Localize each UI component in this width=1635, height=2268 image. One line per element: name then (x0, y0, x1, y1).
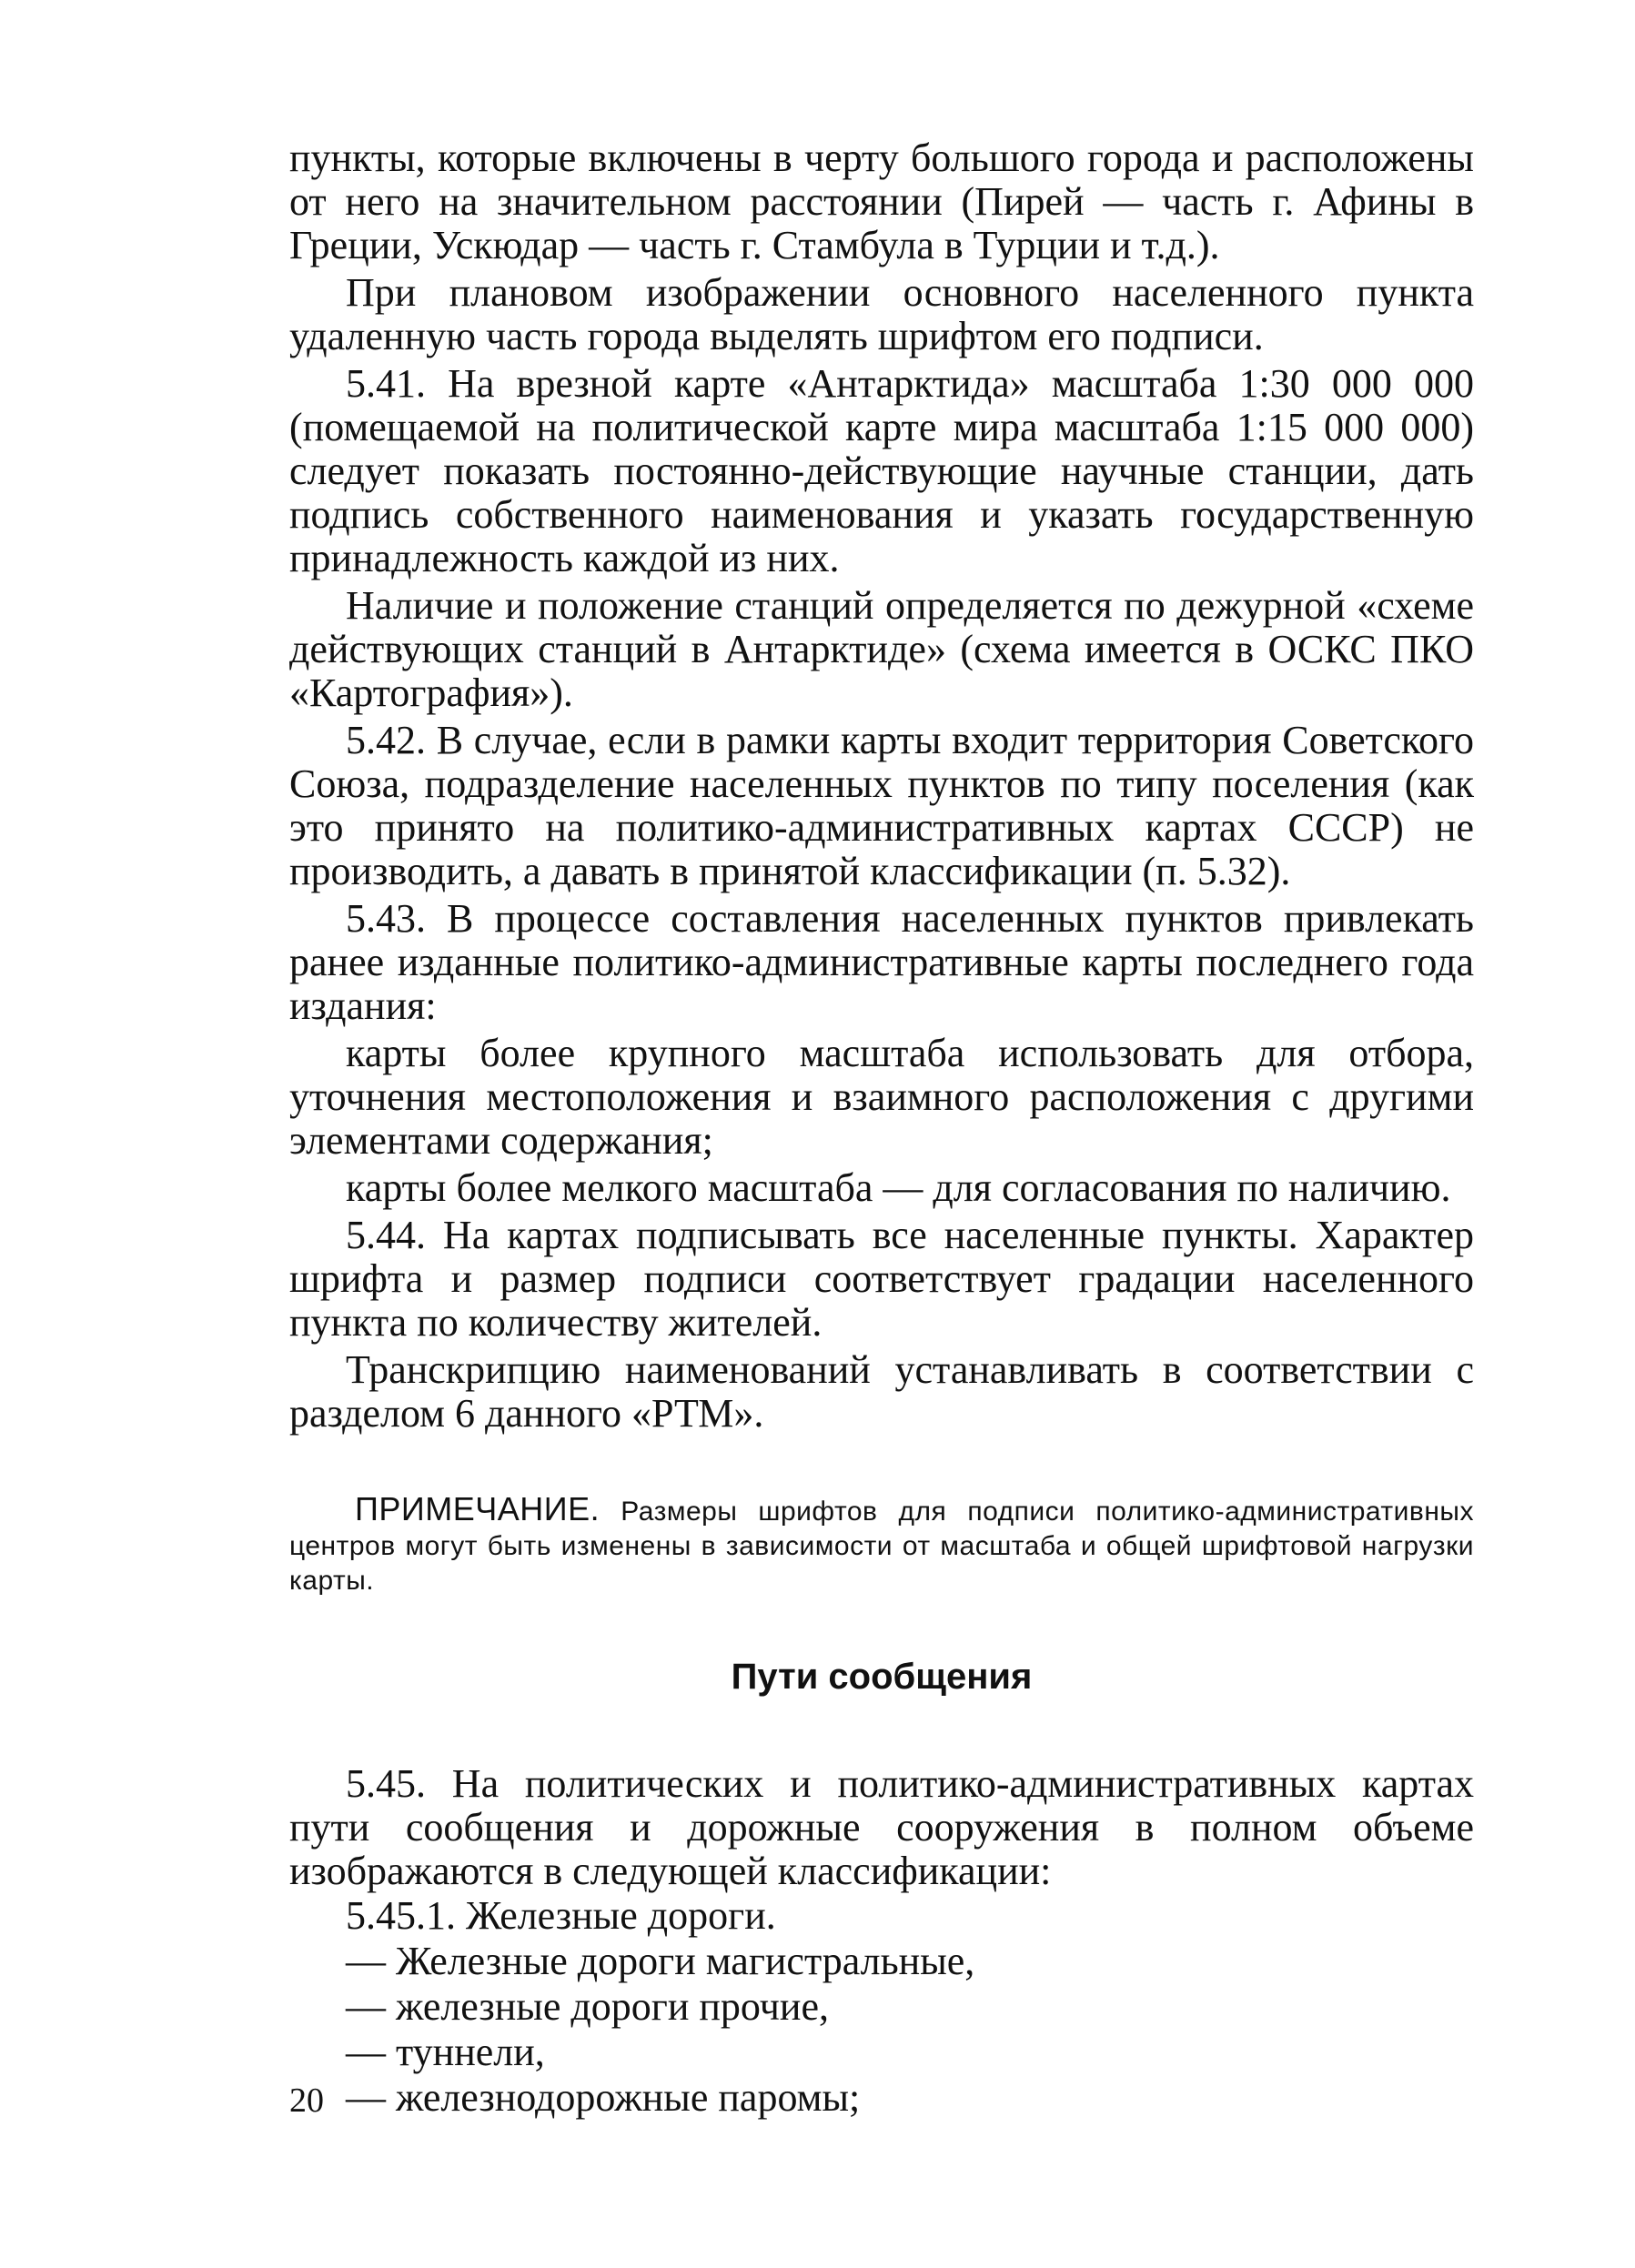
note-text: Размеры шрифтов для подписи политико-административных центров могут быть изменены в зависимости от масштаба и общей шрифтовой нагрузки карты. (289, 1497, 1474, 1596)
paragraph-5-41: 5.41. На врезной карте «Антарктида» масштаба 1:30 000 000 (помещаемой на политической карте мира масштаба 1:15 000 000) следует показать постоянно-действующие научные станции, дать подпись собственного наименования и указать государственную принадлежность каждой из них. (289, 361, 1474, 580)
paragraph-continuation: пункты, которые включены в черту большого города и расположены от него на значительном расстоянии (Пирей — часть г. Афины в Греции, Ускюдар — часть г. Стамбула в Турции и т.д.). (289, 136, 1474, 267)
list-item: — железнодорожные паромы; (346, 2075, 861, 2120)
paragraph-stations: Наличие и положение станций определяется по дежурной «схеме действующих станций в Антарктиде» (схема имеется в ОСКС ПКО «Картография»). (289, 583, 1474, 715)
paragraph-5-44: 5.44. На картах подписывать все населенные пункты. Характер шрифта и размер подписи соответствует градации населенного пункта по количеству жителей. (289, 1213, 1474, 1345)
paragraph-large-scale-maps: карты более крупного масштаба использовать для отбора, уточнения местоположения и взаимного расположения с другими элементами содержания; (289, 1031, 1474, 1163)
note (289, 1492, 1474, 1598)
subsection-5-45-1: 5.45.1. Железные дороги. (346, 1893, 776, 1938)
paragraph-planned-image: При плановом изображении основного населенного пункта удаленную часть города выделять шрифтом его подписи. (289, 270, 1474, 358)
paragraph-5-43: 5.43. В процессе составления населенных пунктов привлекать ранее изданные политико-административные карты последнего года издания: (289, 896, 1474, 1028)
paragraph-5-45: 5.45. На политических и политико-административных картах пути сообщения и дорожные сооружения в полном объеме изображаются в следующей классификации: (289, 1761, 1474, 1893)
list-item: — туннели, (346, 2030, 545, 2074)
note-label: ПРИМЕЧАНИЕ. (355, 1490, 601, 1527)
paragraph-transcription: Транскрипцию наименований устанавливать в соответствии с разделом 6 данного «РТМ». (289, 1347, 1474, 1436)
page-number: 20 (289, 2082, 324, 2120)
main-text-block (289, 136, 1474, 2121)
section-heading: Пути сообщения (731, 1657, 1033, 1697)
paragraph-5-42: 5.42. В случае, если в рамки карты входит территория Советского Союза, подразделение населенных пунктов по типу поселения (как это принято на политико-административных картах СССР) не производить, а давать в принятой классификации (п. 5.32). (289, 718, 1474, 893)
list-item: — Железные дороги магистральные, (346, 1939, 975, 1983)
list-item: — железные дороги прочие, (346, 1984, 829, 2029)
paragraph-small-scale-maps: карты более мелкого масштаба — для согласования по наличию. (346, 1165, 1451, 1210)
